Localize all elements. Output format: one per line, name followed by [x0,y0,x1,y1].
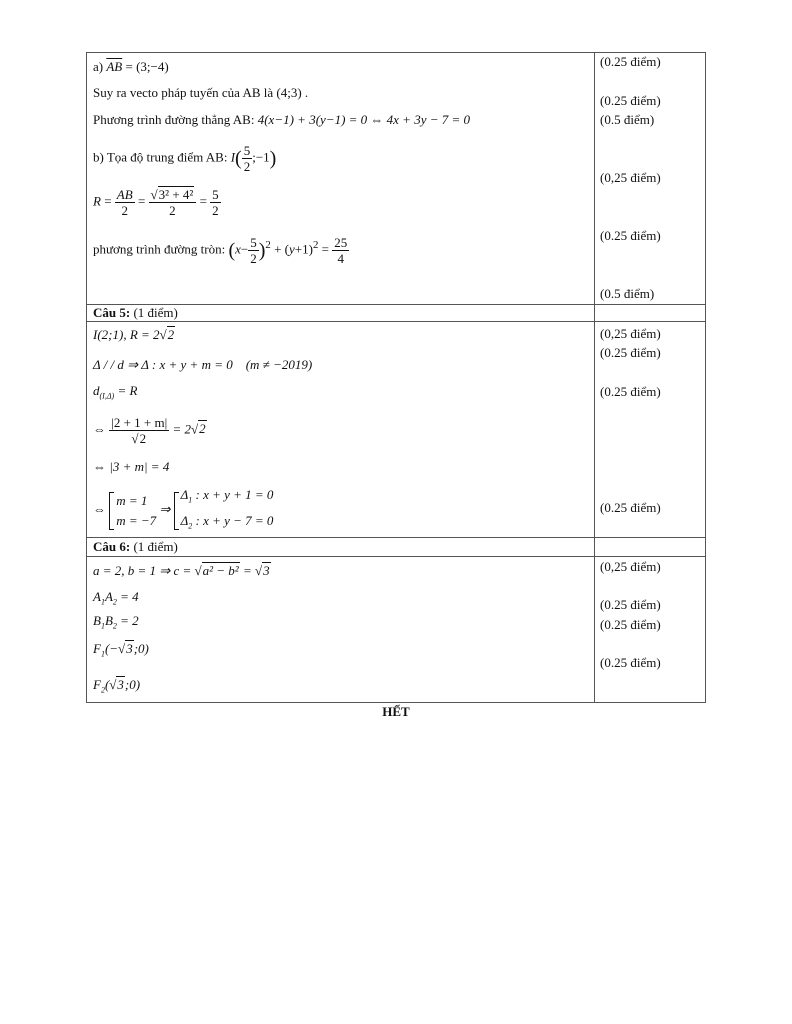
center-radius: I(2;1), R = 2√2 [93,327,175,342]
score: (0.25 điểm) [600,597,661,612]
distance-equation: ⇔ $\frac{|2 + 1 + m|}{√2}$ = 2√2 [93,415,206,446]
ellipse-params: a = 2, b = 1 ⇒ c = √a² − b² = √3 [93,563,270,578]
question-6-header: Câu 6: (1 điểm) [93,539,178,554]
column-divider [594,53,595,702]
focus-1: $F_1(-√3;0)$ [93,641,149,659]
score: (0.5 điểm) [600,112,655,127]
row-divider [87,321,705,322]
score: (0,25 điểm) [600,170,661,185]
score: (0.25 điểm) [600,54,661,69]
end-marker: HẾT [382,704,410,719]
circle-equation: phương trình đường tròn: (x− $\frac{5}{2}$ )$^2 + (y+1)^2$ = $\frac{25}{4}$ [93,235,348,266]
row-divider [87,556,705,557]
minor-axis: $B_1B_2 = 2$ [93,613,139,631]
major-axis: $A_1A_2 = 4$ [93,589,139,607]
score: (0.25 điểm) [600,345,661,360]
absolute-equation: ⇔ |3 + m| = 4 [93,459,170,474]
score: (0.25 điểm) [600,384,661,399]
parallel-line: Δ / / d ⇒ Δ : x + y + m = 0 (m ≠ −2019) [93,357,313,372]
row-divider [87,537,705,538]
focus-2: $F_2(√3;0)$ [93,677,141,695]
row-divider [87,304,705,305]
midpoint-line: b) Tọa độ trung điểm AB: I( $\frac{5}{2}$ ;−1) [93,143,277,174]
score: (0.25 điểm) [600,500,661,515]
score: (0.25 điểm) [600,617,661,632]
score: (0.25 điểm) [600,655,661,670]
part-a-vector: a) $\overline{AB}$ = (3;−4) [93,59,169,74]
score: (0.25 điểm) [600,93,661,108]
solution-lines: ⇔ m = 1 m = −7 ⇒ $\Delta_1$ : x + y + 1 = 0 $\Delta_2$ : x + y − 7 = 0 [93,487,274,531]
answer-table [86,52,706,703]
line-equation: Phương trình đường thẳng AB: 4(x−1) + 3(y−1) = 0 ⇔ 4x + 3y − 7 = 0 [93,112,471,127]
score: (0.25 điểm) [600,228,661,243]
normal-vector-line: Suy ra vecto pháp tuyến của AB là (4;3) . [93,85,309,100]
distance-condition: $d_{(I,\Delta)} = R$ [93,383,138,401]
radius-formula: R = $\frac{AB}{2}$ = $\frac{\text{√3² + 4²}}{2}$ = $\frac{5}{2}$ [93,187,219,218]
score: (0,25 điểm) [600,326,661,341]
question-5-header: Câu 5: (1 điểm) [93,305,178,320]
score: (0.5 điểm) [600,286,655,301]
score: (0,25 điểm) [600,559,661,574]
